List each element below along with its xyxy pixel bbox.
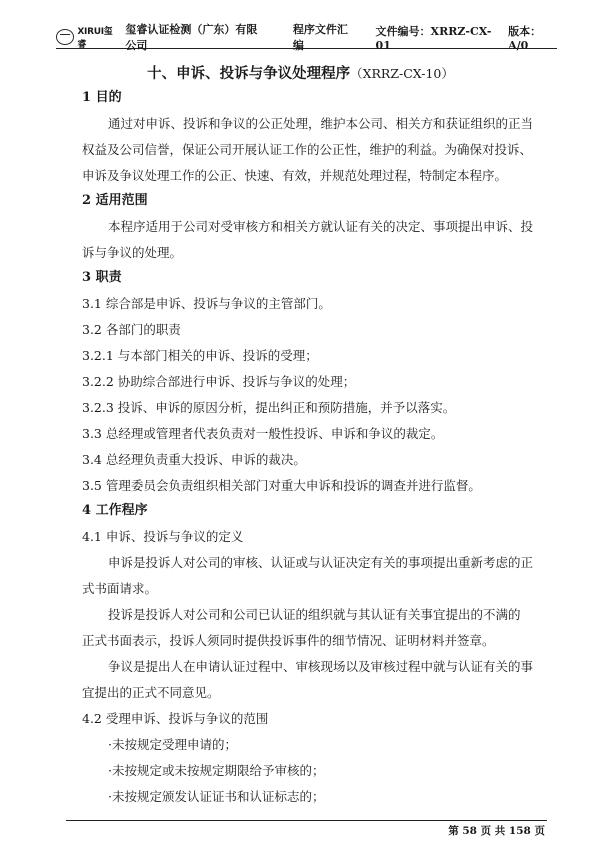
header-version: 版本：A/0	[508, 24, 542, 52]
bullet-item: ·未按规定颁发认证证书和认证标志的；	[108, 789, 325, 804]
title-text: 十、申诉、投诉与争议处理程序	[147, 65, 351, 82]
body-line: 权益及公司信誉，保证公司开展认证工作的公正性，维护的利益。为确保对投诉、	[82, 142, 533, 157]
body-line: 申诉是投诉人对公司的审核、认证或与认证决定有关的事项提出重新考虑的正	[108, 555, 534, 570]
bullet-item: ·未按规定或未按规定期限给予审核的；	[108, 763, 325, 778]
body-line: 3.2.3 投诉、申诉的原因分析，提出纠正和预防措施，并予以落实。	[82, 400, 456, 415]
footer-divider	[66, 820, 547, 821]
page-header	[56, 23, 557, 52]
body-line: 正式书面表示，投诉人须同时提供投诉事件的细节情况、证明材料并签章。	[82, 633, 495, 648]
page-title	[0, 62, 601, 83]
company-logo	[56, 24, 117, 50]
header-doc-number: 文件编号：XRRZ-CX-01	[375, 24, 492, 52]
page-number: 第 58 页 共 158 页	[448, 825, 545, 837]
body-line: 宜提出的正式不同意见。	[82, 685, 220, 700]
body-line: 3.1 综合部是申诉、投诉与争议的主管部门。	[82, 296, 331, 311]
body-line: 3.2 各部门的职责	[82, 322, 181, 337]
body-line: 3.2.1 与本部门相关的申诉、投诉的受理；	[82, 348, 318, 363]
body-line: 4.2 受理申诉、投诉与争议的范围	[82, 711, 269, 726]
bullet-item: ·未按规定受理申请的；	[108, 737, 237, 752]
body-line: 投诉是投诉人对公司和公司已认证的组织就与其认证有关事宜提出的不满的	[108, 607, 521, 622]
body-line: 3.3 总经理或管理者代表负责对一般性投诉、申诉和争议的裁定。	[82, 426, 444, 441]
body-line: 申诉及争议处理工作的公正、快速、有效，并规范处理过程，特制定本程序。	[82, 168, 508, 183]
body-line: 3.4 总经理负责重大投诉、申诉的裁决。	[82, 452, 306, 467]
logo-mark-icon	[56, 29, 74, 45]
body-line: 本程序适用于公司对受审核方和相关方就认证有关的决定、事项提出申诉、投	[108, 219, 534, 234]
section-heading: 4 工作程序	[82, 503, 148, 518]
header-company: 玺睿认证检测（广东）有限公司	[125, 23, 258, 52]
body-line: 3.5 管理委员会负责组织相关部门对重大申诉和投诉的调查并进行监督。	[82, 478, 481, 493]
header-collection: 程序文件汇编	[292, 23, 348, 52]
section-heading: 2 适用范围	[82, 193, 148, 208]
body-line: 式书面请求。	[82, 581, 158, 596]
body-line: 诉与争议的处理。	[82, 245, 183, 260]
body-line: 3.2.2 协助综合部进行申诉、投诉与争议的处理；	[82, 374, 356, 389]
section-heading: 1 目的	[82, 90, 122, 105]
body-line: 通过对申诉、投诉和争议的公正处理，维护本公司、相关方和获证组织的正当	[108, 116, 534, 131]
title-code: （XRRZ-CX-10）	[350, 66, 454, 81]
body-line: 争议是提出人在申请认证过程中、审核现场以及审核过程中就与认证有关的事	[108, 659, 534, 674]
section-heading: 3 职责	[82, 270, 122, 285]
logo-text: XIRUI玺睿	[77, 27, 113, 50]
body-line: 4.1 申诉、投诉与争议的定义	[82, 529, 244, 544]
